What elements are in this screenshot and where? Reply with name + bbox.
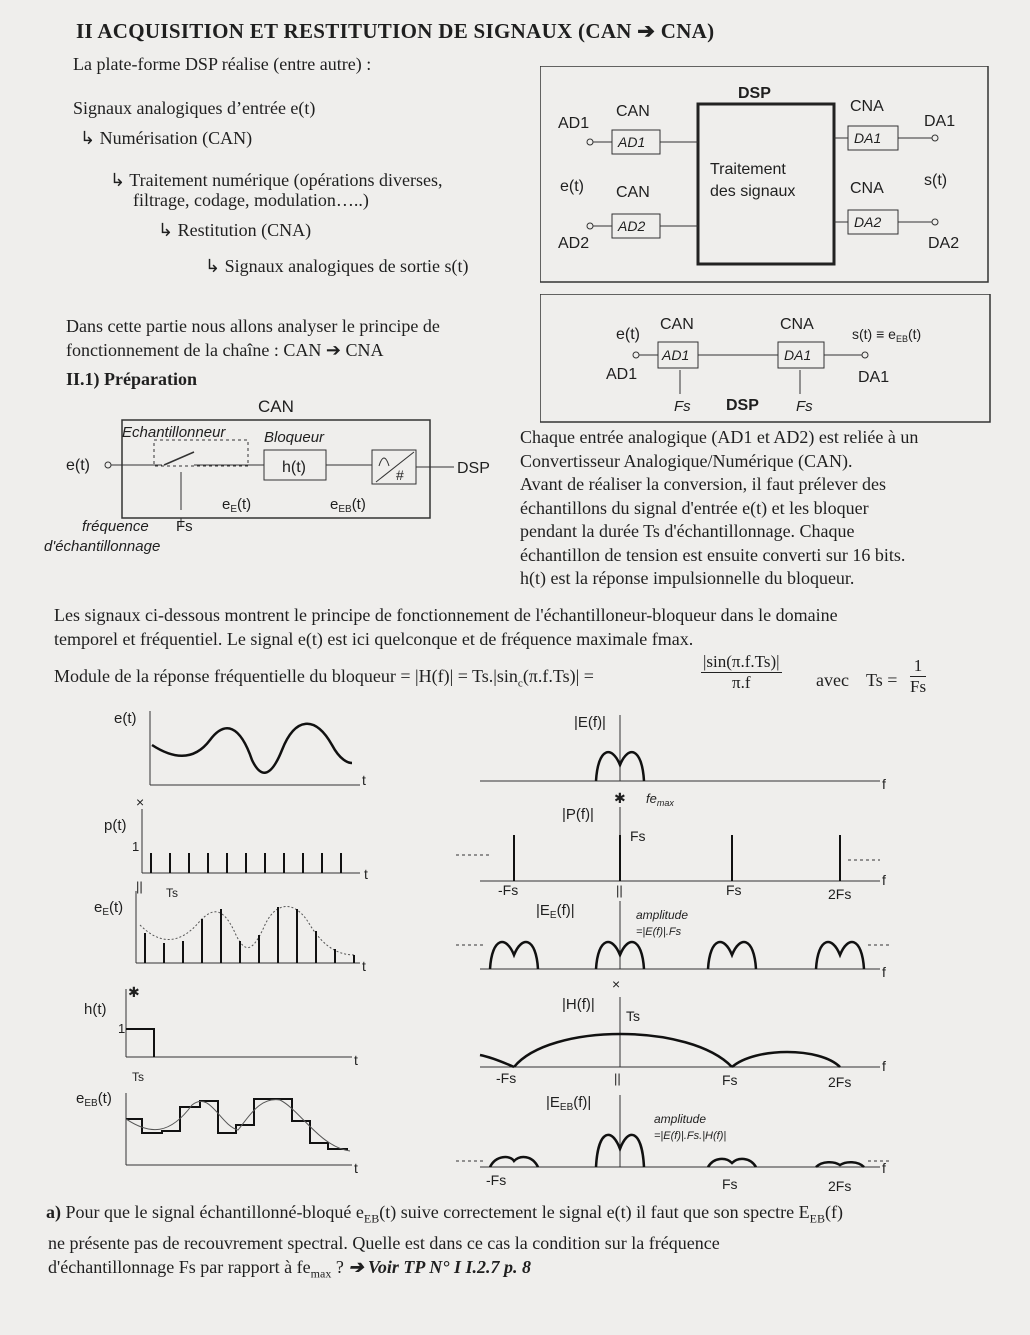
Ts-label: Ts — [626, 1008, 640, 1024]
Fs-label: Fs — [722, 1072, 738, 1088]
part-text: fonctionnement de la chaîne : CAN ➔ CNA — [66, 340, 384, 360]
ad1-box-label: AD1 — [662, 347, 690, 363]
dsp-label: DSP — [457, 460, 490, 477]
svg-text:×: × — [612, 976, 621, 992]
output-st-label: $s(t) \equiv e_{EB}(t)$ — [852, 326, 922, 344]
formula: Module de la réponse fréquentielle du bloqueur = $|H(f)| = Ts.|\sin_c(\pi.f.Ts)|$ = — [54, 666, 594, 690]
mFs-label: -Fs — [496, 1070, 517, 1086]
traitement-label: des signaux — [710, 183, 796, 200]
Fs-label: Fs — [726, 882, 742, 898]
one-label: 1 — [132, 839, 140, 854]
ts-label: Ts — [132, 1070, 144, 1084]
da1-label: DA1 — [924, 113, 956, 130]
intro-line: La plate-forme DSP réalise (entre autre) : — [73, 54, 372, 74]
sampler-holder-diagram — [44, 392, 514, 560]
amplitude-value: =|E(f)|.Fs.|H(f)| — [654, 1130, 727, 1142]
t-axis-label: t — [362, 772, 366, 788]
right-paragraph: Chaque entrée analogique (AD1 et AD2) est reliée à un Convertisseur Analogique/Numérique (CAN). Avant de réaliser la conversion, il faut prélever des échantillons du signal d'entrée e(t) et les bloquer pendant la durée Ts d'échantillonnage. Chaque échantillon de tension est ensuite converti sur 16 bits. h(t) est la réponse impulsionnelle du bloqueur. — [520, 427, 919, 588]
input-et-label: e(t) — [616, 326, 640, 343]
can-label: CAN — [258, 397, 294, 416]
can-label: CAN — [616, 184, 650, 201]
arrow-bullet-icon: ↳ — [158, 220, 178, 240]
svg-text:||: || — [616, 883, 623, 898]
ts-label: Ts — [166, 886, 178, 900]
formula-ts: Ts = — [866, 670, 898, 690]
t-axis-label: t — [354, 1160, 358, 1176]
frequence-label: d'échantillonnage — [44, 538, 161, 555]
bullet-item: ↳ Signaux analogiques de sortie s(t) — [205, 256, 469, 276]
t-axis-label: t — [354, 1052, 358, 1068]
echantillonneur-label: Echantillonneur — [122, 424, 226, 441]
fs-label: Fs — [674, 398, 691, 415]
da2-box-label: DA2 — [854, 214, 882, 230]
EEf-axis-label: $|E_E(f)|$ — [536, 902, 575, 921]
t-axis-label: t — [362, 958, 366, 974]
da1-box-label: DA1 — [784, 347, 812, 363]
arrow-bullet-icon: ↳ — [110, 170, 130, 190]
amplitude-label: amplitude — [654, 1112, 707, 1126]
amplitude-label: amplitude — [636, 908, 689, 922]
EEBf-axis-label: $|E_{EB}(f)|$ — [546, 1094, 592, 1113]
twoFs-label: 2Fs — [828, 1178, 852, 1194]
time-domain-plots — [70, 705, 410, 1195]
svg-text:✱: ✱ — [614, 790, 626, 806]
ad2-label: AD2 — [558, 235, 590, 252]
can-label: CAN — [660, 316, 694, 333]
svg-text:||: || — [614, 1071, 621, 1086]
input-et-label: e(t) — [560, 178, 584, 195]
formula-ts-fraction: 1 Fs — [910, 656, 927, 696]
svg-text:✱: ✱ — [128, 984, 140, 1000]
svg-text:×: × — [136, 794, 145, 810]
f-axis-label: f — [882, 1160, 886, 1176]
mFs-label: -Fs — [486, 1172, 507, 1188]
page-title: II ACQUISITION ET RESTITUTION DE SIGNAUX (CAN ➔ CNA) — [76, 19, 715, 43]
twoFs-label: 2Fs — [828, 1074, 852, 1090]
Fs-label: Fs — [630, 828, 646, 844]
signals-paragraph: Les signaux ci-dessous montrent le principe de fonctionnement de l'échantilloneur-bloqueur dans le domaine temporel et fréquentiel. Le signal e(t) est ici quelconque et de fréquence maximale fmax. — [54, 605, 838, 649]
input-et-label: e(t) — [66, 457, 90, 474]
amplitude-value: =|E(f)|.Fs — [636, 926, 682, 938]
dsp-label: DSP — [726, 397, 759, 414]
f-axis-label: f — [882, 872, 886, 888]
eeb-axis-label: $e_{EB}(t)$ — [76, 1090, 112, 1109]
f-axis-label: f — [882, 776, 886, 792]
dsp-label: DSP — [738, 85, 771, 102]
da1-box-label: DA1 — [854, 130, 882, 146]
cna-label: CNA — [850, 98, 884, 115]
bullet-item: filtrage, codage, modulation…..) — [133, 190, 369, 210]
ht-label: h(t) — [282, 459, 306, 476]
f-axis-label: f — [882, 1058, 886, 1074]
ht-axis-label: h(t) — [84, 1001, 107, 1018]
ad2-box-label: AD2 — [618, 218, 646, 234]
can-label: CAN — [616, 103, 650, 120]
ad1-label: AD1 — [606, 366, 638, 383]
Hf-axis-label: |H(f)| — [562, 996, 595, 1013]
cna-label: CNA — [780, 316, 814, 333]
arrow-bullet-icon: ↳ — [205, 256, 225, 276]
eeb-label: $e_{EB}(t)$ — [330, 496, 366, 515]
frequence-label: fréquence — [82, 518, 149, 535]
ad1-box-label: AD1 — [618, 134, 646, 150]
formula-avec: avec — [816, 670, 849, 690]
hash-label: # — [396, 467, 404, 483]
one-label: 1 — [118, 1021, 126, 1036]
t-axis-label: t — [364, 866, 368, 882]
section-heading: II.1) Préparation — [66, 369, 197, 389]
fs-label: Fs — [796, 398, 813, 415]
ee-axis-label: $e_E(t)$ — [94, 899, 124, 918]
Fs-label: Fs — [722, 1176, 738, 1192]
intro-line: Signaux analogiques d’entrée e(t) — [73, 98, 316, 118]
bullet-item: ↳ Traitement numérique (opérations diverses, — [110, 170, 443, 190]
femax-label: $fe_{max}$ — [646, 791, 674, 808]
output-st-label: s(t) — [924, 172, 948, 189]
da1-label: DA1 — [858, 369, 890, 386]
f-axis-label: f — [882, 964, 886, 980]
fs-label: Fs — [176, 518, 193, 535]
pt-axis-label: p(t) — [104, 817, 127, 834]
formula-fraction: |sin(π.f.Ts)| π.f — [703, 652, 780, 692]
twoFs-label: 2Fs — [828, 886, 852, 902]
bullet-item: ↳ Restitution (CNA) — [158, 220, 312, 240]
arrow-bullet-icon: ↳ — [80, 128, 100, 148]
et-axis-label: e(t) — [114, 710, 137, 727]
chain-diagram — [540, 294, 992, 424]
svg-text:||: || — [136, 879, 143, 894]
bullet-item: ↳ Numérisation (CAN) — [80, 128, 253, 148]
question-a: a) Pour que le signal échantillonné-bloqué $e_{EB}(t)$ suive correctement le signal e(t) il faut que son spectre $E_{EB}(f)$ ne présente pas de recouvrement spectral. Quelle est dans ce cas la condition sur la fréquence d'échantillonnage Fs par rapport à $fe_{max}$ ? ➔ Voir TP N° I I.2.7 p. 8 — [46, 1202, 843, 1281]
bloqueur-label: Bloqueur — [264, 429, 325, 446]
da2-label: DA2 — [928, 235, 960, 252]
part-text: Dans cette partie nous allons analyser le principe de — [66, 316, 440, 336]
frequency-domain-plots — [450, 705, 920, 1195]
ee-label: $e_E(t)$ — [222, 496, 252, 515]
traitement-label: Traitement — [710, 161, 786, 178]
mFs-label: -Fs — [498, 882, 519, 898]
cna-label: CNA — [850, 180, 884, 197]
Ef-axis-label: |E(f)| — [574, 714, 606, 731]
ad1-label: AD1 — [558, 115, 590, 132]
dsp-block-diagram — [540, 66, 990, 284]
Pf-axis-label: |P(f)| — [562, 806, 594, 823]
